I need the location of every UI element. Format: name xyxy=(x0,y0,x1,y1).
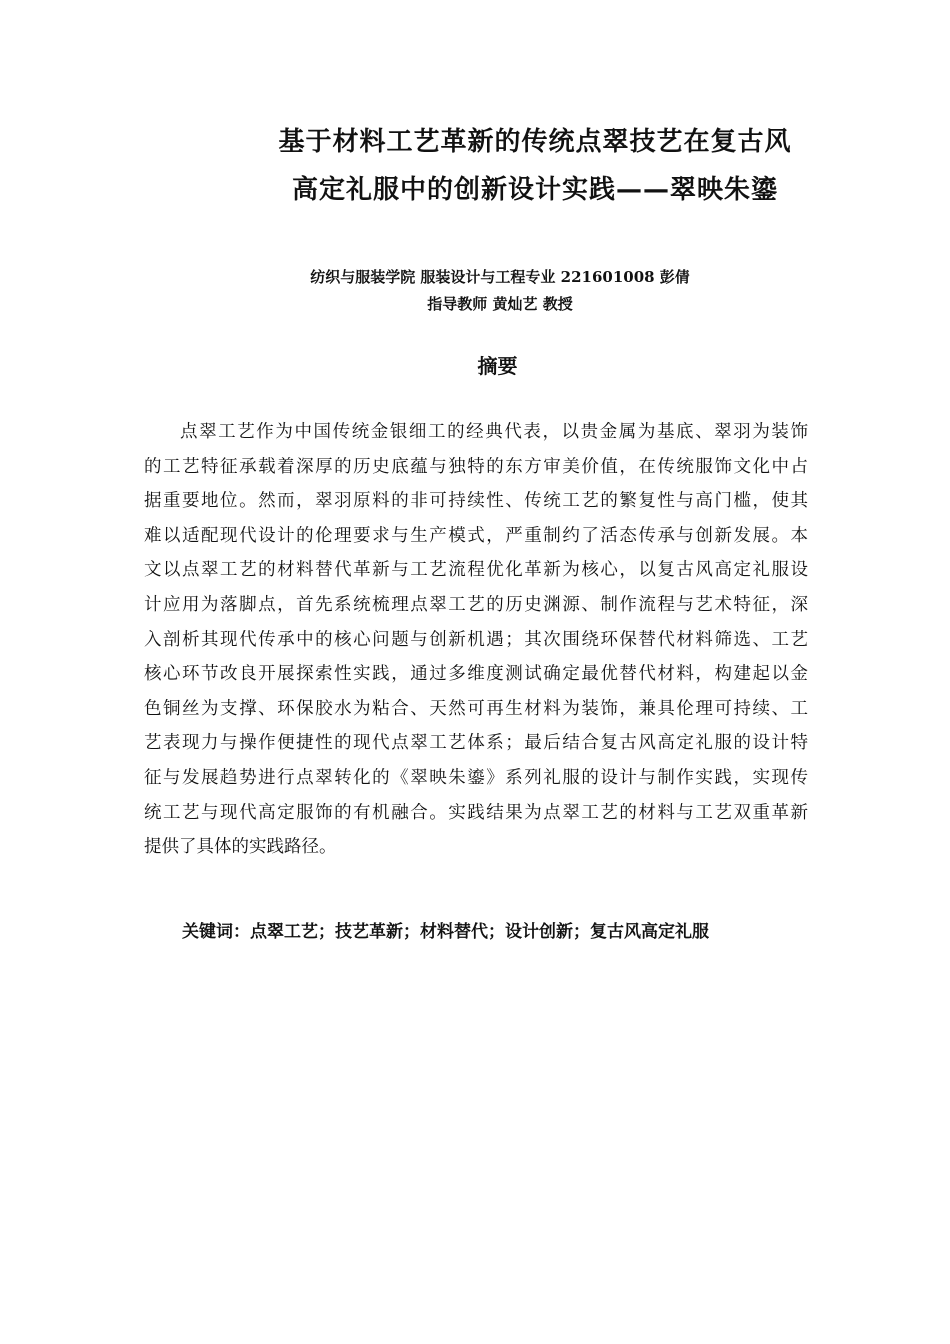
abstract-line: 提供了具体的实践路径。 xyxy=(144,837,337,858)
abstract-line: 据重要地位。然而，翠羽原料的非可持续性、传统工艺的繁复性与高门槛，使其 xyxy=(144,491,808,512)
paper-title xyxy=(140,118,930,214)
abstract-body xyxy=(144,415,808,865)
author-info: 纺织与服装学院 服装设计与工程专业 221601008 彭倩 xyxy=(310,268,690,286)
abstract-line: 色铜丝为支撑、环保胶水为粘合、天然可再生材料为装饰，兼具伦理可持续、工 xyxy=(144,698,808,719)
abstract-line: 统工艺与现代高定服饰的有机融合。实践结果为点翠工艺的材料与工艺双重革新 xyxy=(144,802,808,823)
title-line: 高定礼服中的创新设计实践——翠映朱鎏 xyxy=(291,175,778,205)
abstract-heading: 摘要 xyxy=(477,354,518,378)
abstract-line: 难以适配现代设计的伦理要求与生产模式，严重制约了活态传承与创新发展。本 xyxy=(144,525,808,546)
abstract-line: 艺表现力与操作便捷性的现代点翠工艺体系；最后结合复古风高定礼服的设计特 xyxy=(144,733,808,754)
advisor-info: 指导教师 黄灿艺 教授 xyxy=(427,295,573,313)
title-line: 基于材料工艺革新的传统点翠技艺在复古风 xyxy=(278,127,792,157)
abstract-line: 计应用为落脚点，首先系统梳理点翠工艺的历史渊源、制作流程与艺术特征，深 xyxy=(144,594,808,615)
abstract-line: 点翠工艺作为中国传统金银细工的经典代表，以贵金属为基底、翠羽为装饰 xyxy=(180,422,808,442)
abstract-line: 入剖析其现代传承中的核心问题与创新机遇；其次围绕环保替代材料筛选、工艺 xyxy=(144,629,808,650)
abstract-line: 文以点翠工艺的材料替代革新与工艺流程优化革新为核心，以复古风高定礼服设 xyxy=(144,560,808,581)
abstract-line: 的工艺特征承载着深厚的历史底蕴与独特的东方审美价值，在传统服饰文化中占 xyxy=(144,456,808,477)
keywords: 关键词：点翠工艺；技艺革新；材料替代；设计创新；复古风高定礼服 xyxy=(182,922,709,942)
abstract-line: 核心环节改良开展探索性实践，通过多维度测试确定最优替代材料，构建起以金 xyxy=(144,664,808,685)
abstract-line: 征与发展趋势进行点翠转化的《翠映朱鎏》系列礼服的设计与制作实践，实现传 xyxy=(144,767,808,788)
